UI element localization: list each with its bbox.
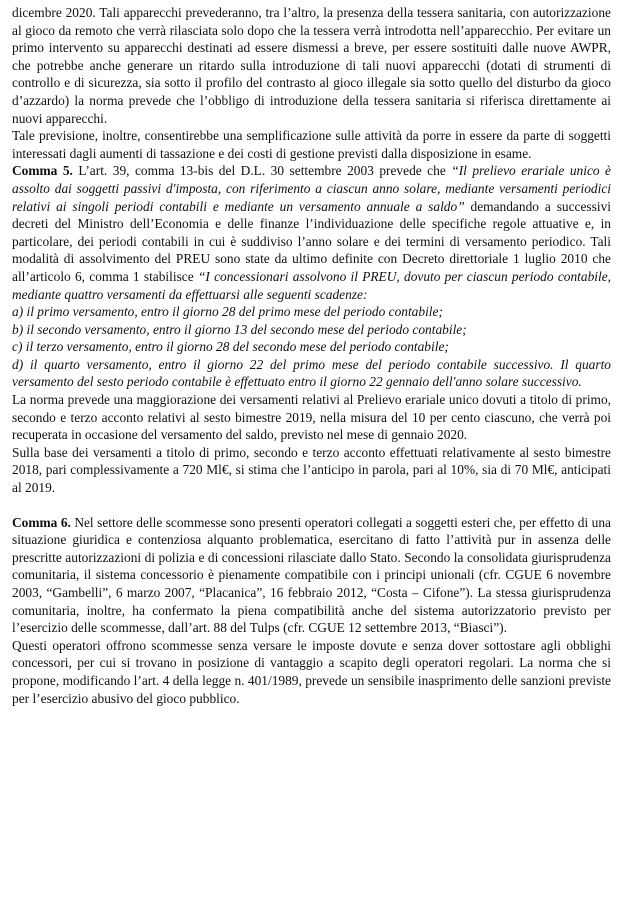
list-item-b: b) il secondo versamento, entro il giorno 13 del secondo mese del periodo contabile; [12,321,467,337]
comma-5-quote-2: “I concessionari assolvono il PREU, dovuto per ciascun periodo contabile, mediante quattro versamenti da effettuarsi alle seguenti scadenze: [12,268,611,302]
list-item-d: d) il quarto versamento, entro il giorno 22 del primo mese del periodo contabile successivo. Il quarto versamento del sesto periodo contabile è effettuato entro il giorno 22 gennaio dell'anno solare successivo. [12,356,611,390]
paragraph-previsione: Tale previsione, inoltre, consentirebbe una semplificazione sulle attività da porre in essere da parte di soggetti interessati dagli aumenti di tassazione e dei costi di gestione previsti dalla disposizione in esame. [12,128,611,161]
comma-5-text-1: L’art. 39, comma 13-bis del D.L. 30 settembre 2003 prevede che [72,163,452,179]
paragraph-stima: Sulla base dei versamenti a titolo di primo, secondo e terzo acconto effettuati relativamente al sesto bimestre 2018, pari complessivamente a 720 Ml€, si stima che l’anticipo in parola, pari al 10%, sia di 70 Ml€, anticipati al 2019. [12,444,611,496]
paragraph-maggiorazione: La norma prevede una maggiorazione dei versamenti relativi al Prelievo erariale unico dovuti a titolo di primo, secondo e terzo acconto relativi al sesto bimestre 2019, nella misura del 10 per cento ciascuno, che verrà poi recuperata in occasione del versamento del saldo, previsto nel mese di gennaio 2020. [12,392,611,443]
comma-6-text-1: Nel settore delle scommesse sono presenti operatori collegati a soggetti esteri che, per effetto di una situazione giuridica e contenziosa alquanto problematica, esercitano di fatto l’attività pur in assenza delle prescritte autorizzazioni di polizia e di concessioni rilasciate dallo Stato. Secondo la consolidata giurisprudenza comunitaria, il sistema concessorio è pienamente compatibile con i principi unionali (cfr. CGUE 6 novembre 2003, “Gambelli”, 6 marzo 2007, “Placanica”, 16 febbraio 2012, “Costa – Cifone”). La stessa giurisprudenza comunitaria, inoltre, ha confermato la piena compatibilità anche del sistema autorizzatorio previsto per l’esercizio delle scommesse, dall’art. 88 del Tulps (cfr. CGUE 12 settembre 2013, “Biasci”). [12,514,612,636]
paragraph-comma-6 [12,514,611,637]
list-item-c: c) il terzo versamento, entro il giorno 28 del secondo mese del periodo contabile; [12,339,449,355]
paragraph-apparecchi: dicembre 2020. Tali apparecchi prevederanno, tra l’altro, la presenza della tessera sanitaria, con autorizzazione al gioco da remoto che verrà rilasciata solo dopo che la tessera verrà introdotta nell’apparecchio. Per evitare un primo intervento su apparecchi destinati ad essere dismessi a breve, per essere sostituiti dalle nuove AWPR, che potrebbe anche generare un ritardo sulla introduzione di tali nuovi apparecchi (dotati di strumenti di controllo e di sicurezza, sia sotto il profilo del contrasto al gioco illegale sia sotto quello del disturbo da gioco d’azzardo) la norma prevede che l’obbligo di introduzione della tessera sanitaria si riferisca direttamente ai nuovi apparecchi. [12,5,611,126]
comma-5-quote-1: “Il prelievo erariale unico è assolto dai soggetti passivi d'imposta, con riferimento a ciascun anno solare, mediante versamenti periodici relativi ai singoli periodi contabili e mediante un versamento annuale a saldo” [12,163,612,214]
comma-5-label: Comma 5. [12,163,73,179]
comma-6-label: Comma 6. [12,514,71,530]
list-item-a: a) il primo versamento, entro il giorno 28 del primo mese del periodo contabile; [12,304,443,320]
comma-5-text-2: demandando a successivi decreti del Ministro dell’Economia e delle finanze l’individuazione delle specifiche regole attuative e, in particolare, dei periodi contabili in cui è suddiviso l’anno solare e dei termini di versamento periodico. Tali modalità di assolvimento del PREU sono state da ultimo definite con Decreto direttoriale 1 luglio 2010 che all’articolo 6, comma 1 stabilisce [12,198,611,284]
paragraph-comma-5 [12,162,611,303]
paragraph-spacer [12,497,611,514]
paragraph-operatori: Questi operatori offrono scommesse senza versare le imposte dovute e senza dover sottostare agli obblighi concessori, per cui si trovano in posizione di vantaggio a scapito degli operatori regolari. La norma che si propone, modificando l’art. 4 della legge n. 401/1989, prevede un sensibile inasprimento delle sanzioni previste per l’esercizio abusivo del gioco pubblico. [12,637,611,706]
